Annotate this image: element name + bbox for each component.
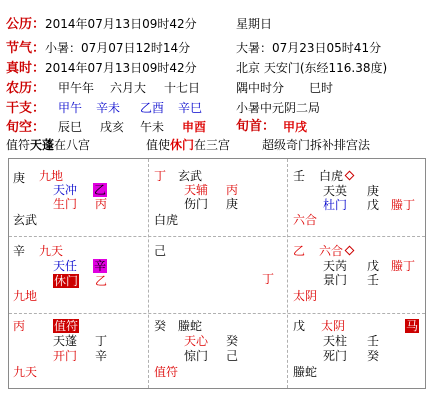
zhifu-star: 天蓬 [30,138,55,152]
palace-7-god: 值符 [54,319,79,333]
palace-2 [148,159,287,236]
palace-4 [9,236,148,313]
palace-6-extra: 螣丁 [391,259,416,273]
label-zhenshi: 真时： [6,61,46,76]
row-nongli [6,78,334,98]
palace-8-bottom: 值符 [154,365,179,379]
palace-7-bottom: 九天 [13,365,38,379]
palace-2-earth-stem: 丁 [154,169,167,183]
palace-3-star-stem: 庚 [367,184,380,198]
nongli-year: 甲午年 [58,81,95,95]
palace-2-door: 伤门 [184,197,209,211]
palace-2-door-stem: 庚 [226,197,239,211]
palace-6-door-stem: 壬 [367,273,380,287]
palace-grid [8,158,426,389]
palace-6-star-stem: 戊 [367,259,380,273]
palace-6-star: 天芮 [323,259,348,273]
palace-1-door: 生门 [53,197,78,211]
xunshou-value: 甲戌 [283,120,308,134]
ganzhi-month: 辛未 [96,101,121,115]
palace-6-god: 六合 [319,244,344,258]
palace-5-earth-stem: 己 [154,244,167,258]
palace-3-bottom: 六合 [293,213,318,227]
zhishi-door: 休门 [170,138,195,152]
jieqi-value: 小暑：07月07日12时14分 [45,41,191,55]
palace-5-stem: 丁 [262,272,275,286]
palace-4-bottom: 九地 [13,289,38,303]
palace-2-god: 玄武 [178,169,203,183]
palace-7-star-stem: 丁 [95,334,108,348]
palace-9-door-stem: 癸 [367,349,380,363]
palace-3-extra: 螣丁 [391,198,416,212]
zhishi-prefix: 值使 [146,138,171,152]
row-xunkong [6,117,308,137]
palace-1 [9,159,148,236]
xunkong-red: 申酉 [182,120,207,134]
palace-9-horse-badge: 马 [406,319,419,333]
xunkong-2: 戌亥 [100,120,125,134]
palace-4-star-stem: 辛 [94,259,107,273]
nongli-shi: 隅中时分 [236,81,285,95]
palace-1-earth-stem: 庚 [13,171,26,185]
palace-7-earth-stem: 丙 [13,319,26,333]
palace-8 [148,313,287,390]
palace-6-earth-stem: 乙 [293,244,306,258]
palace-8-god: 螣蛇 [178,319,203,333]
row-zhifu [6,135,371,155]
diamond-icon [345,246,355,256]
palace-9-door: 死门 [323,349,348,363]
palace-8-earth-stem: 癸 [154,319,167,333]
palace-2-bottom: 白虎 [154,213,179,227]
palace-2-star-stem: 丙 [226,183,239,197]
palace-7-door: 开门 [53,349,78,363]
palace-8-door: 惊门 [184,349,209,363]
ganzhi-day: 乙酉 [140,101,165,115]
palace-6 [287,236,426,313]
palace-3-door: 杜门 [323,198,348,212]
zhishi-mid: 在三宫 [194,138,231,152]
palace-9-star-stem: 壬 [367,334,380,348]
palace-4-star: 天任 [53,259,78,273]
palace-5 [148,236,287,313]
palace-1-door-stem: 丙 [95,197,108,211]
palace-9-bottom: 螣蛇 [293,365,318,379]
palace-6-door: 景门 [323,273,348,287]
palace-8-door-stem: 己 [226,349,239,363]
label-nongli: 农历： [6,81,46,96]
palace-7-door-stem: 辛 [95,349,108,363]
palace-4-god: 九天 [39,244,64,258]
label-jieqi: 节气： [6,41,46,56]
label-xunkong: 旬空： [6,120,46,135]
diamond-icon [345,171,355,181]
label-ganzhi: 干支： [6,101,46,116]
xunkong-3: 午未 [140,120,165,134]
label-xunshou: 旬首： [236,119,276,134]
weekday: 星期日 [236,17,273,31]
palace-7 [9,313,148,390]
palace-2-star: 天辅 [184,183,209,197]
palace-4-door: 休门 [54,274,79,288]
row-zhenshi [6,58,388,78]
ju: 小暑中元阴二局 [236,101,321,115]
row-gongli [6,14,273,34]
nongli-hour: 巳时 [309,81,334,95]
place: 北京 天安门(东经116.38度) [236,61,388,75]
label-gongli: 公历： [6,17,46,32]
zhifu-prefix: 值符 [6,138,31,152]
palace-4-earth-stem: 辛 [13,244,26,258]
zhifu-mid: 在八宫 [54,138,91,152]
method: 超级奇门拆补排宫法 [262,138,371,152]
palace-9-god: 太阴 [321,319,346,333]
xunkong-1: 辰巳 [58,120,83,134]
palace-3 [287,159,426,236]
palace-1-god: 九地 [39,169,64,183]
row-jieqi [6,38,382,58]
palace-3-earth-stem: 壬 [293,169,306,183]
gongli-value: 2014年07月13日09时42分 [45,17,197,31]
palace-1-star: 天冲 [53,183,78,197]
zhenshi-value: 2014年07月13日09时42分 [45,61,197,75]
palace-3-god: 白虎 [319,169,344,183]
palace-6-bottom: 太阴 [293,289,318,303]
palace-9 [287,313,426,390]
palace-7-star: 天蓬 [53,334,78,348]
nongli-day: 十七日 [164,81,201,95]
palace-3-star: 天英 [323,184,348,198]
ganzhi-hour: 辛巳 [178,101,203,115]
palace-9-earth-stem: 戊 [293,319,306,333]
jieqi-next: 大暑：07月23日05时41分 [236,41,382,55]
palace-3-door-stem: 戊 [367,198,380,212]
ganzhi-year: 甲午 [58,101,83,115]
palace-8-star-stem: 癸 [226,334,239,348]
nongli-month: 六月大 [110,81,147,95]
palace-1-star-stem: 乙 [94,183,107,197]
palace-4-door-stem: 乙 [95,274,108,288]
row-ganzhi [6,98,321,118]
palace-1-bottom: 玄武 [13,213,38,227]
palace-9-star: 天柱 [323,334,348,348]
palace-8-star: 天心 [184,334,209,348]
